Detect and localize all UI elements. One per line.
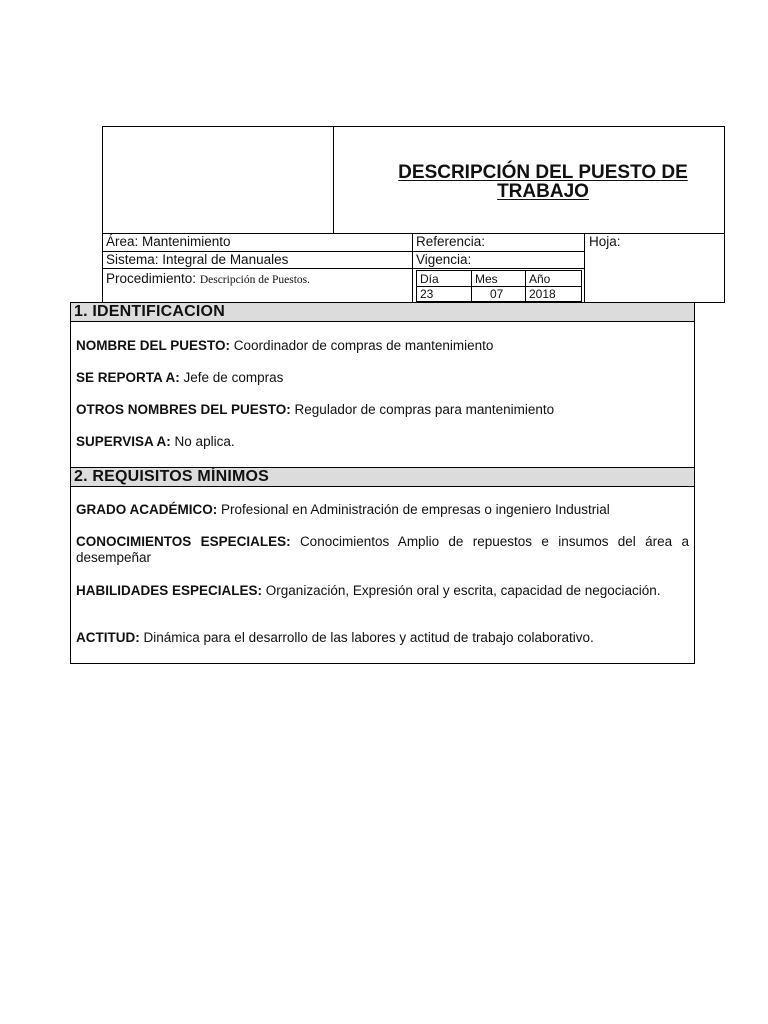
field-label: SE REPORTA A:: [76, 370, 180, 385]
date-table: [416, 270, 582, 302]
mes-value: 07: [490, 287, 504, 301]
field-value: Regulador de compras para mantenimiento: [294, 402, 555, 417]
hoja-label: Hoja:: [589, 234, 621, 249]
field-value: Organización, Expresión oral y escrita, capacidad de negociación.: [265, 583, 661, 598]
field-se-reporta: [76, 370, 689, 386]
field-nombre-puesto: [76, 338, 689, 354]
mes-label: Mes: [475, 272, 498, 286]
field-supervisa: [76, 434, 689, 450]
field-grado-academico: [76, 502, 689, 518]
col-divider-2: [584, 233, 585, 303]
sistema-label: Sistema: Integral de Manuales: [106, 252, 289, 267]
document-title-line2: TRABAJO: [497, 181, 589, 202]
procedimiento-value: Descripción de Puestos.: [199, 274, 311, 286]
procedimiento-label: Procedimiento:: [106, 271, 197, 286]
field-label: GRADO ACADÉMICO:: [76, 502, 218, 517]
area-label: Área: Mantenimiento: [106, 234, 231, 249]
document-title: [360, 163, 726, 201]
field-label: OTROS NOMBRES DEL PUESTO:: [76, 402, 291, 417]
logo-cell: [102, 126, 334, 234]
anio-label: Año: [529, 272, 551, 286]
field-habilidades: [76, 583, 689, 599]
field-value: Profesional en Administración de empresas o ingeniero Industrial: [221, 502, 610, 517]
dia-value: 23: [420, 287, 434, 301]
document-title-line1: DESCRIPCIÓN DEL PUESTO DE: [398, 162, 688, 183]
section-heading-requisitos: 2. REQUISITOS MÍNIMOS: [71, 467, 694, 487]
referencia-label: Referencia:: [416, 234, 486, 249]
field-value: No aplica.: [174, 434, 235, 449]
field-label: SUPERVISA A:: [76, 434, 171, 449]
field-value: Conocimientos Amplio de repuestos e insumos del área a desempeñar: [76, 534, 689, 565]
field-label: ACTITUD:: [76, 630, 140, 645]
col-divider-1: [412, 233, 413, 303]
anio-value: 2018: [529, 287, 556, 301]
row-divider-2: [102, 268, 584, 269]
field-conocimientos: [76, 534, 689, 566]
field-actitud: [76, 630, 689, 646]
field-value: Dinámica para el desarrollo de las labores y actitud de trabajo colaborativo.: [143, 630, 594, 645]
vigencia-label: Vigencia:: [416, 252, 472, 267]
dia-label: Día: [420, 272, 439, 286]
field-label: NOMBRE DEL PUESTO:: [76, 338, 231, 353]
field-label: HABILIDADES ESPECIALES:: [76, 583, 263, 598]
field-label: CONOCIMIENTOS ESPECIALES:: [76, 534, 291, 549]
field-otros-nombres: [76, 402, 689, 418]
procedimiento-row: [106, 271, 310, 288]
field-value: Jefe de compras: [183, 370, 284, 385]
field-value: Coordinador de compras de mantenimiento: [233, 338, 494, 353]
section-heading-identificacion: 1. IDENTIFICACION: [71, 303, 694, 322]
